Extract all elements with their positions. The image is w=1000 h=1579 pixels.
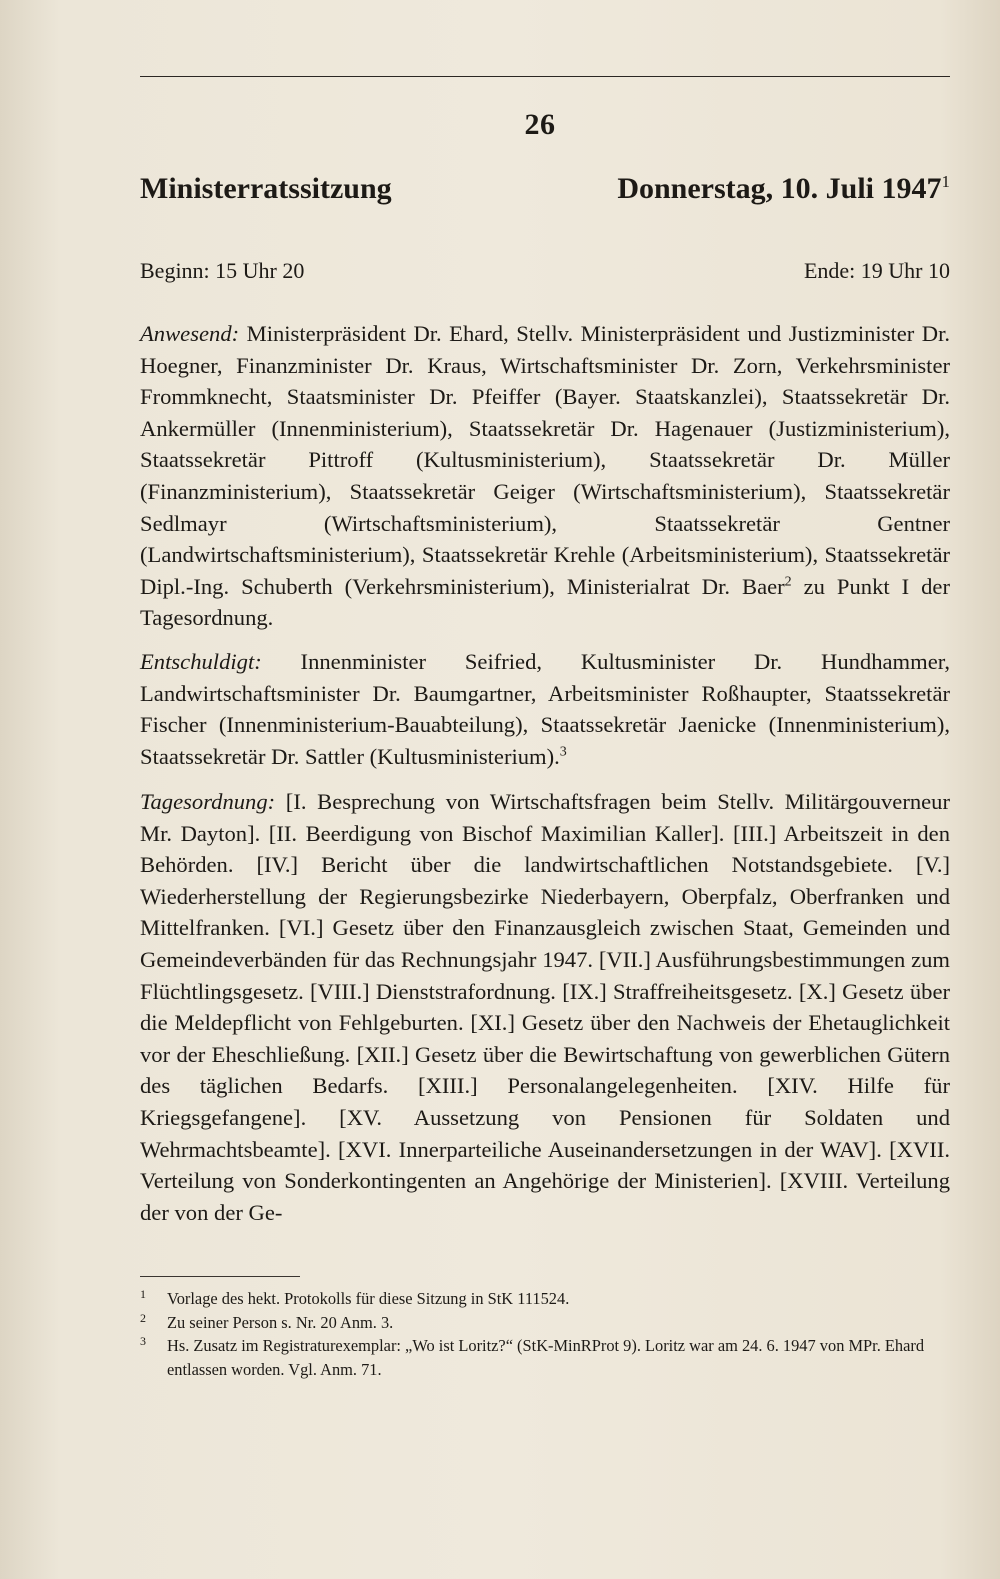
footnote-text: Hs. Zusatz im Registraturexemplar: „Wo ist Loritz?“ (StK-MinRProt 9). Loritz war am 24. 6. 1947 von MPr. Ehard entlassen worden. Vgl. Anm. 71. <box>167 1336 925 1379</box>
title-row <box>140 172 950 206</box>
footnote-number: 1 <box>140 1287 146 1301</box>
attendees-paragraph <box>140 318 950 634</box>
footnote-number: 2 <box>140 1310 146 1325</box>
agenda-label: Tagesordnung: <box>140 789 276 814</box>
session-date-text: Donnerstag, 10. Juli 1947 <box>617 172 942 205</box>
excused-paragraph <box>140 646 950 772</box>
footnote-text: Vorlage des hekt. Protokolls für diese Sitzung in StK 111524. <box>167 1289 570 1308</box>
end-time: Ende: 19 Uhr 10 <box>803 258 950 283</box>
footnotes <box>140 1287 950 1381</box>
attendees-label: Anwesend: <box>140 321 240 346</box>
header-rule <box>140 76 950 77</box>
footnote-rule <box>140 1276 300 1277</box>
session-title: Ministerratssitzung <box>140 172 392 205</box>
agenda-text: [I. Besprechung von Wirtschaftsfragen beim Stellv. Militärgouverneur Mr. Dayton]. [II. Beerdigung von Bischof Maximilian Kaller]. [III.] Arbeitszeit in den Behörden. [IV.] Bericht über die landwirtschaftlichen Notstandsgebiete. [V.] Wiederherstellung der Regierungsbezirke Niederbayern, Oberpfalz, Oberfranken und Mittelfranken. [VI.] Gesetz über den Finanzausgleich zwischen Staat, Gemeinden und Gemeindeverbänden für das Rechnungsjahr 1947. [VII.] Ausführungsbestimmungen zum Flüchtlingsgesetz. [VIII.] Dienststrafordnung. [IX.] Straffreiheitsgesetz. [X.] Gesetz über die Meldepflicht von Fehlgeburten. [XI.] Gesetz über den Nachweis der Ehetauglichkeit vor der Eheschließung. [XII.] Gesetz über die Bewirtschaftung von gewerblichen Gütern des täglichen Bedarfs. [XIII.] Personalangelegenheiten. [XIV. Hilfe für Kriegsgefangene]. [XV. Aussetzung von Pensionen für Soldaten und Wehrmachtsbeamte]. [XVI. Innerparteiliche Auseinandersetzungen in der WAV]. [XVII. Verteilung von Sonderkontingenten an Angehörige der Ministerien]. [XVIII. Verteilung der von der Ge- <box>140 789 950 1225</box>
footnote-ref-2[interactable]: 2 <box>784 574 792 590</box>
footnote-ref-1[interactable]: 1 <box>941 172 950 191</box>
session-date <box>617 172 950 206</box>
agenda-paragraph <box>140 786 950 1228</box>
excused-text: Innenminister Seifried, Kultusminister Dr. Hundhammer, Landwirtschaftsminister Dr. Baumgartner, Arbeitsminister Roßhaupter, Staatssekretär Fischer (Innenministerium-Bauabteilung), Staatssekretär Jaenicke (Innenministerium), Staatssekretär Dr. Sattler (Kultusministerium). <box>140 649 950 769</box>
attendees-text-end: zu Punkt I der Tagesordnung. <box>140 573 950 631</box>
time-row <box>140 258 950 284</box>
excused-label: Entschuldigt: <box>140 649 262 674</box>
footnote-text: Zu seiner Person s. Nr. 20 Anm. 3. <box>167 1312 394 1332</box>
footnote-2 <box>140 1311 950 1335</box>
footnote-ref-3[interactable]: 3 <box>559 744 567 760</box>
begin-time: Beginn: 15 Uhr 20 <box>140 258 305 283</box>
attendees-text: Ministerpräsident Dr. Ehard, Stellv. Ministerpräsident und Justizminister Dr. Hoegner, Finanzminister Dr. Kraus, Wirtschaftsminister Dr. Zorn, Verkehrsminister Frommknecht, Staatsminister Dr. Pfeiffer (Bayer. Staatskanzlei), Staatssekretär Dr. Ankermüller (Innenministerium), Staatssekretär Dr. Hagenauer (Justizministerium), Staatssekretär Pittroff (Kultusministerium), Staatssekretär Dr. Müller (Finanzministerium), Staatssekretär Geiger (Wirtschaftsministerium), Staatssekretär Sedlmayr (Wirtschaftsministerium), Staatssekretär Gentner (Landwirtschaftsministerium), Staatssekretär Krehle (Arbeitsministerium), Staatssekretär Dipl.-Ing. Schuberth (Verkehrsministerium), Ministerialrat Dr. Baer <box>140 321 950 599</box>
footnote-3 <box>140 1334 950 1381</box>
footnote-number: 3 <box>140 1334 146 1348</box>
footnote-1 <box>140 1287 950 1311</box>
page-number: 26 <box>524 108 556 141</box>
